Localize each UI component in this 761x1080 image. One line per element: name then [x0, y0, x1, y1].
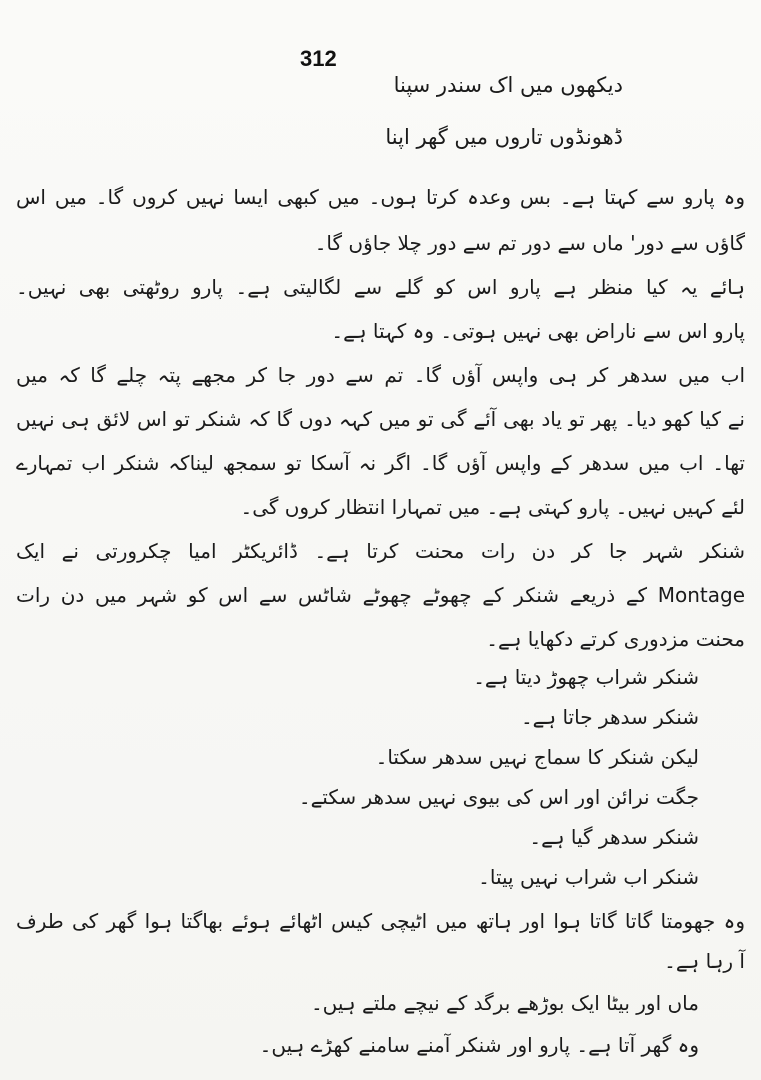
paragraph-line: تھا۔ اب میں سدھر کے واپس آؤں گا۔ اگر نہ آسکا تو سمجھ لیناکہ شنکر اب تمہارے — [16, 451, 745, 475]
paragraph-line: لئے کہیں نہیں۔ پارو کہتی ہے۔ میں تمہارا انتظار کروں گی۔ — [240, 495, 745, 519]
couplet-line-2: ڈھونڈوں تاروں میں گھر اپنا — [385, 125, 623, 149]
page-number: 312 — [300, 46, 337, 71]
list-line: شنکر سدھر جاتا ہے۔ — [520, 705, 699, 729]
list-line: شنکر شراب چھوڑ دیتا ہے۔ — [473, 665, 699, 689]
list-line: شنکر سدھر گیا ہے۔ — [529, 825, 699, 849]
list-line: شنکر اب شراب نہیں پیتا۔ — [478, 865, 699, 889]
paragraph-line: شنکر شہر جا کر دن رات محنت کرتا ہے۔ ڈائریکٹر امیا چکرورتی نے ایک — [16, 539, 745, 563]
paragraph-line: پارو اس سے ناراض بھی نہیں ہوتی۔ وہ کہتا ہے۔ — [331, 319, 745, 343]
list-line: ماں اور بیٹا ایک بوڑھے برگد کے نیچے ملتے ہیں۔ — [310, 991, 699, 1015]
paragraph-line: Montage کے ذریعے شنکر کے چھوٹے چھوٹے شاٹس سے اس کو شہر میں دن رات — [16, 583, 745, 607]
paragraph-line: گاؤں سے دور' ماں سے دور تم سے دور چلا جاؤں گا۔ — [314, 231, 745, 255]
paragraph-line: آ رہا ہے۔ — [664, 949, 745, 973]
couplet-line-1: دیکھوں میں اک سندر سپنا — [393, 73, 623, 97]
paragraph-line: وہ پارو سے کہتا ہے۔ بس وعدہ کرتا ہوں۔ میں کبھی ایسا نہیں کروں گا۔ میں اس — [16, 185, 745, 209]
paragraph-line: محنت مزدوری کرتے دکھایا ہے۔ — [486, 627, 745, 651]
paragraph-line: اب میں سدھر کر ہی واپس آؤں گا۔ تم سے دور جا کر مجھے پتہ چلے گا کہ میں — [16, 363, 745, 387]
list-line: وہ گھر آتا ہے۔ پارو اور شنکر آمنے سامنے کھڑے ہیں۔ — [259, 1033, 699, 1057]
list-line: لیکن شنکر کا سماج نہیں سدھر سکتا۔ — [375, 745, 699, 769]
paragraph-line: نے کیا کھو دیا۔ پھر تو یاد بھی آئے گی تو میں کہہ دوں گا کہ شنکر تو اس لائق ہی نہیں — [16, 407, 745, 431]
list-line: جگت نرائن اور اس کی بیوی نہیں سدھر سکتے۔ — [298, 785, 699, 809]
paragraph-line: وہ جھومتا گاتا گاتا ہوا اور ہاتھ میں اٹیچی کیس اٹھائے ہوئے بھاگتا ہوا گھر کی طرف — [16, 909, 745, 933]
paragraph-line: ہائے یہ کیا منظر ہے پارو اس کو گلے سے لگالیتی ہے۔ پارو روٹھتی بھی نہیں۔ — [16, 275, 745, 299]
